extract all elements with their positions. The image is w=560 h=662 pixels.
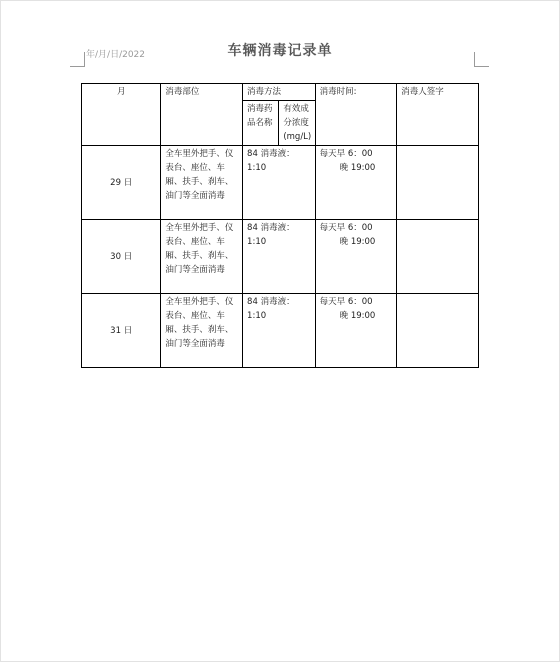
table-row — [82, 220, 479, 294]
cell-signature[interactable] — [397, 220, 479, 294]
table-row — [82, 294, 479, 368]
cell-day[interactable]: 31 日 — [82, 294, 161, 368]
cell-day[interactable]: 29 日 — [82, 146, 161, 220]
disinfection-record-table — [81, 83, 479, 368]
header-month[interactable]: 月 — [82, 84, 161, 146]
cell-signature[interactable] — [397, 146, 479, 220]
time-morning: 每天早 6：00 — [319, 297, 373, 307]
cell-method[interactable]: 84 消毒液：1:10 — [243, 220, 316, 294]
cell-part[interactable]: 全车里外把手、仪表台、座位、车厢、扶手、刹车、油门等全面消毒 — [161, 220, 243, 294]
cell-time[interactable] — [315, 220, 397, 294]
time-morning: 每天早 6：00 — [319, 149, 373, 159]
cell-day[interactable]: 30 日 — [82, 220, 161, 294]
time-evening: 晚 19:00 — [339, 237, 376, 247]
header-date[interactable]: 年/月/日/2022 — [86, 50, 146, 60]
header-concentration[interactable]: 有效成分浓度(mg/L) — [279, 101, 315, 146]
cell-time[interactable] — [315, 146, 397, 220]
table-row — [82, 146, 479, 220]
cell-part[interactable]: 全车里外把手、仪表台、座位、车厢、扶手、刹车、油门等全面消毒 — [161, 294, 243, 368]
time-morning: 每天早 6：00 — [319, 223, 373, 233]
cell-part[interactable]: 全车里外把手、仪表台、座位、车厢、扶手、刹车、油门等全面消毒 — [161, 146, 243, 220]
time-evening: 晚 19:00 — [339, 163, 376, 173]
header-time[interactable]: 消毒时间: — [315, 84, 397, 146]
cell-signature[interactable] — [397, 294, 479, 368]
document-title[interactable]: 车辆消毒记录单 — [227, 43, 333, 59]
header-part[interactable]: 消毒部位 — [161, 84, 243, 146]
cell-time[interactable] — [315, 294, 397, 368]
time-evening: 晚 19:00 — [339, 311, 376, 321]
cell-method[interactable]: 84 消毒液：1:10 — [243, 294, 316, 368]
header-agent-name[interactable]: 消毒药品名称 — [243, 101, 279, 146]
cell-method[interactable]: 84 消毒液：1:10 — [243, 146, 316, 220]
header-method[interactable]: 消毒方法 — [243, 84, 316, 101]
table-header-row — [82, 84, 479, 101]
header-signature[interactable]: 消毒人签字 — [397, 84, 479, 146]
